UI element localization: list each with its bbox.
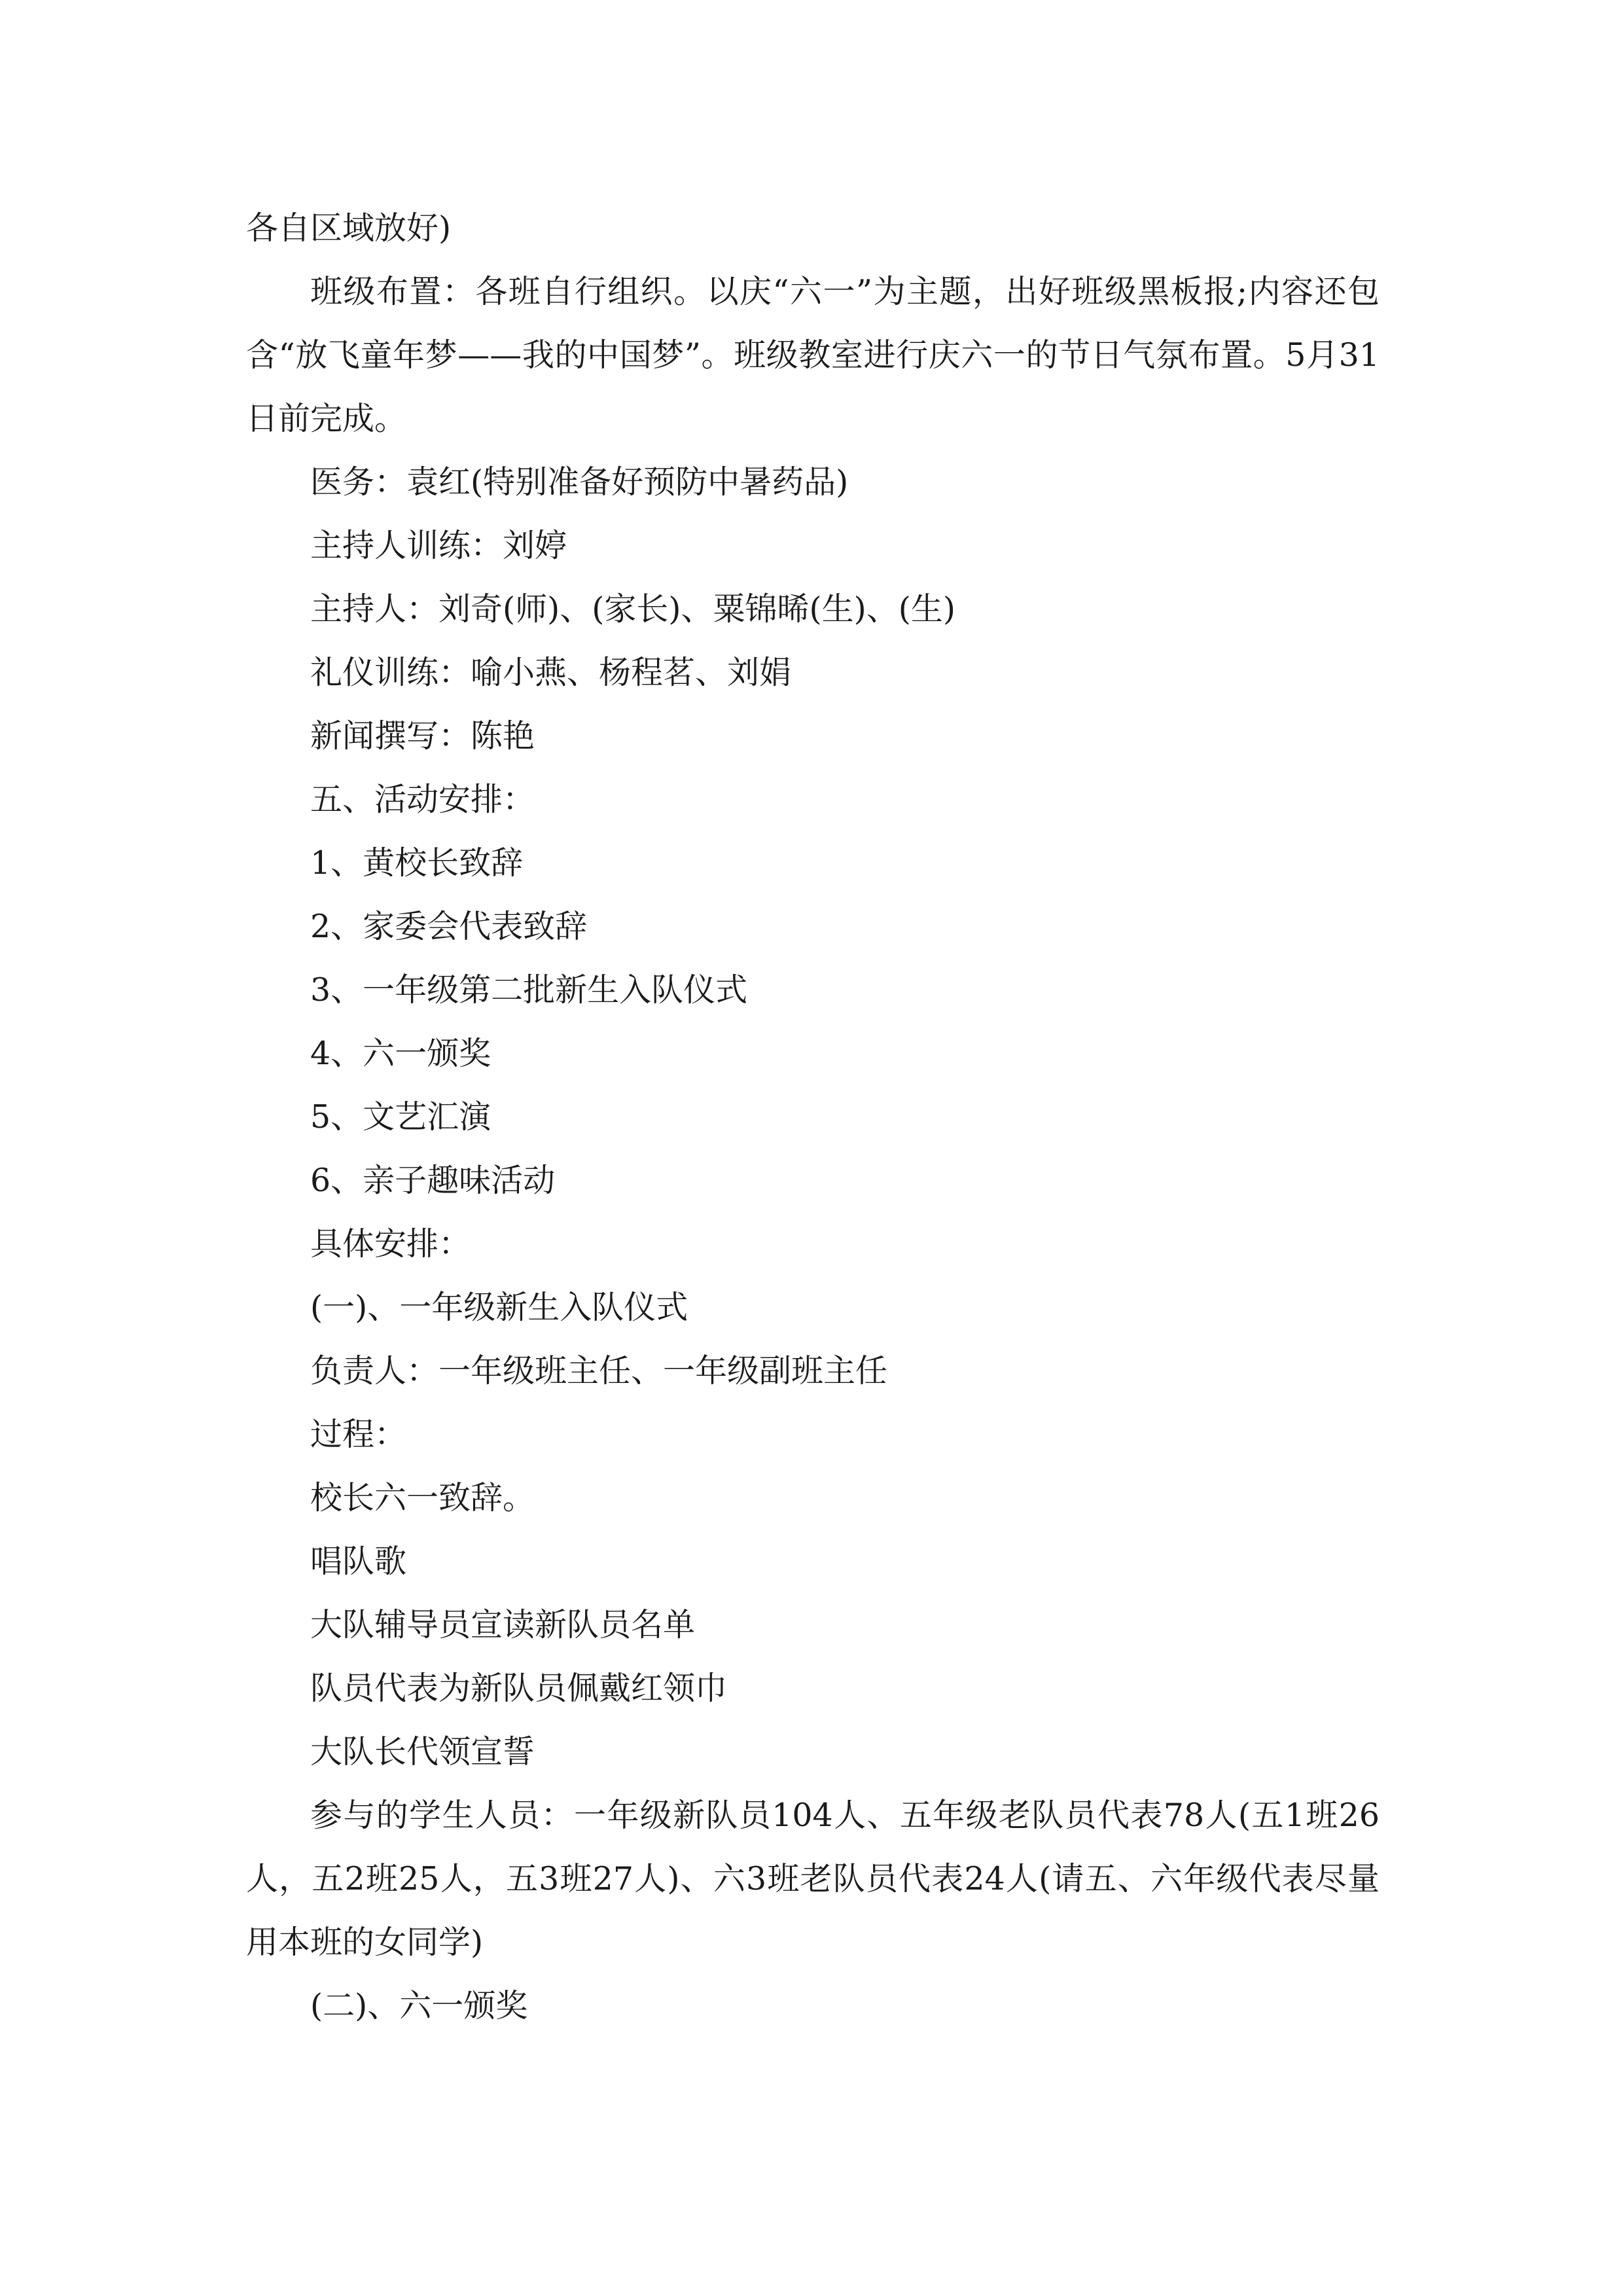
paragraph-class-decoration: 班级布置：各班自行组织。以庆“六一”为主题，出好班级黑板报;内容还包含“放飞童年梦——我的中国梦”。班级教室进行庆六一的节日气氛布置。5月31日前完成。 [246,273,1380,437]
process-step: 唱队歌 [310,1543,407,1580]
list-item: 1、黄校长致辞 [310,844,524,882]
paragraph-continuation: 各自区域放好) [246,209,452,247]
process-step: 大队长代领宣誓 [310,1733,535,1770]
list-item: 2、家委会代表致辞 [310,908,588,945]
process-step: 队员代表为新队员佩戴红领巾 [310,1670,728,1707]
paragraph-news-writing: 新闻撰写：陈艳 [310,717,535,755]
process-step: 大队辅导员宣读新队员名单 [310,1606,696,1643]
list-item: 4、六一颁奖 [310,1035,491,1072]
list-item: 5、文艺汇演 [310,1098,491,1136]
paragraph-participants: 参与的学生人员：一年级新队员104人、五年级老队员代表78人(五1班26人，五2班25人，五3班27人)、六3班老队员代表24人(请五、六年级代表尽量用本班的女同学) [246,1797,1380,1961]
paragraph-details-heading: 具体安排： [310,1225,471,1263]
paragraph-etiquette-training: 礼仪训练：喻小燕、杨程茗、刘娟 [310,654,792,691]
paragraph-hosts: 主持人：刘奇(师)、(家长)、粟锦晞(生)、(生) [310,590,955,628]
list-item: 3、一年级第二批新生入队仪式 [310,971,748,1009]
subsection-heading-awards: (二)、六一颁奖 [310,1987,528,2024]
subsection-heading-induction: (一)、一年级新生入队仪式 [310,1289,688,1326]
paragraph-process-label: 过程： [310,1416,407,1453]
document-body [246,196,1380,2037]
section-heading-activity-schedule: 五、活动安排： [310,781,535,818]
process-step: 校长六一致辞。 [310,1479,535,1516]
list-item: 6、亲子趣味活动 [310,1162,556,1199]
paragraph-medical: 医务：袁红(特别准备好预防中暑药品) [310,463,849,501]
paragraph-host-training: 主持人训练：刘婷 [310,527,567,564]
paragraph-responsible: 负责人：一年级班主任、一年级副班主任 [310,1352,888,1390]
